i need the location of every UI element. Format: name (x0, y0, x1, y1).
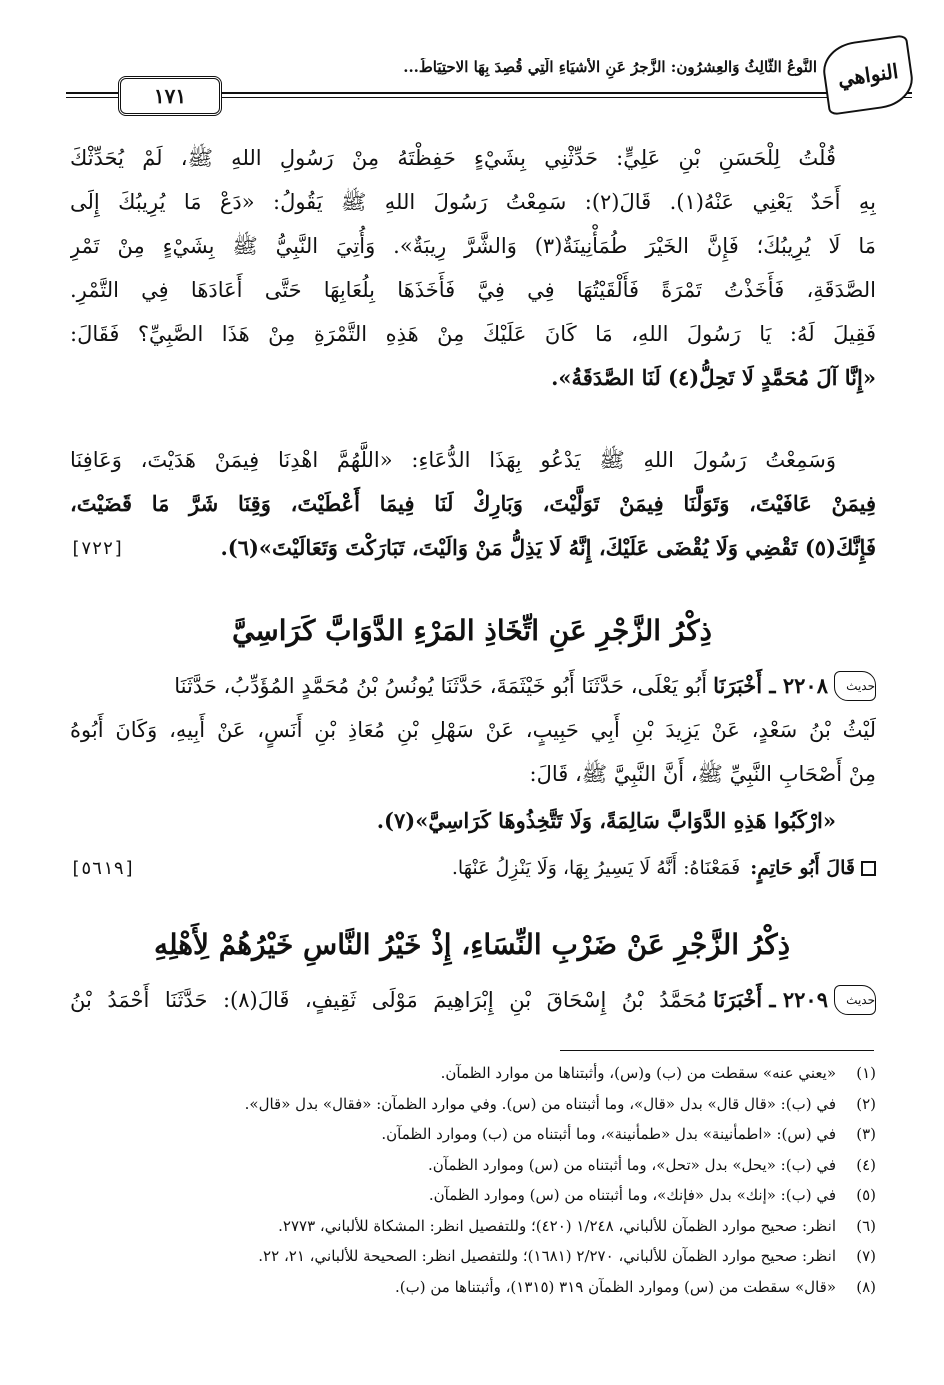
note-text: فَمَعْنَاهُ: أَنَّهُ لَا يَسِيرُ بِهَا، وَلَا يَنْزِلُ عَنْهَا. (451, 857, 741, 879)
page-number: ١٧١ (118, 76, 222, 116)
paragraph-line: فِيمَنْ عَافَيْتَ، وَتَوَلَّنَا فِيمَنْ تَوَلَّيْتَ، وَبَارِكْ لَنَا فِيمَا أَعْطَيْتَ، وَقِنَا شَرَّ مَا قَضَيْتَ، (70, 491, 876, 516)
footnote (70, 1272, 876, 1303)
note-label: قَالَ أَبُو حَاتِمٍ: (750, 857, 855, 879)
hadith-line: لَيْثُ بْنُ سَعْدٍ، عَنْ يَزِيدَ بْنِ أَبِي حَبِيبٍ، عَنْ سَهْلِ بْنِ مُعَاذِ بْنِ أَنَسٍ، عَنْ أَبِيهِ، وَكَانَ أَبُوهُ (70, 718, 876, 742)
hadith-line: مِنْ أَصْحَابِ النَّبِيِّ ﷺ، أَنَّ النَّبِيَّ ﷺ، قَالَ: (529, 762, 876, 786)
footnote-number: (٦) (856, 1216, 876, 1235)
footnote-text: «قال» سقطت من (س) وموارد الظمآن ٣١٩ (١٣١٥)، وأثبتناها من (ب). (395, 1277, 836, 1296)
footnote-number: (٨) (856, 1277, 876, 1296)
hadith-first-line (70, 978, 876, 1022)
footnote (70, 1241, 876, 1272)
footnote-text: انظر: صحيح موارد الظمآن للألباني، ٢/٢٧٠ (١٦٨١)؛ وللتفصيل انظر: الصحيحة للألباني، ٢١، ٢٢. (258, 1247, 836, 1265)
footnote-number: (٤) (856, 1155, 876, 1174)
footnote-text: «يعني عنه» سقطت من (ب) و(س)، وأثبتناها من موارد الظمآن. (440, 1064, 836, 1082)
paragraph-line: فَقِيلَ لَهُ: يَا رَسُولَ اللهِ، مَا كَانَ عَلَيْكَ مِنْ هَذِهِ التَّمْرَةِ مِنْ هَذَا الصَّبِيِّ؟ فَقَالَ: (70, 322, 876, 346)
footnote-number: (٣) (856, 1125, 876, 1143)
footnote-text: في (س): «اطمأنينة» بدل «طمأنينة»، وما أثبتناه من (ب) وموارد الظمآن. (381, 1125, 836, 1143)
footnote (70, 1119, 876, 1150)
paragraph-line: بِهِ أَحَدٌ يَعْنِي عَنْهُ(١). قَالَ(٢): سَمِعْتُ رَسُولَ اللهِ ﷺ يَقُولُ: «دَعْ مَا يُرِيبُكَ إِلَى (70, 190, 876, 214)
hadith-icon: حديث (834, 985, 876, 1015)
paragraph-line: مَا لَا يُرِيبُكَ؛ فَإِنَّ الخَيْرَ طُمَأْنِينَةٌ(٣) وَالشَّرَّ رِيبَةٌ». وَأُتِيَ النَّبِيُّ ﷺ بِشَيْءٍ مِنْ تَمْرِ (70, 234, 876, 258)
paragraph-line: قُلْتُ لِلْحَسَنِ بْنِ عَلِيٍّ: حَدِّثْنِي بِشَيْءٍ حَفِظْتَهُ مِنْ رَسُولِ اللهِ ﷺ، لَمْ يُحَدِّثْكَ (70, 146, 836, 170)
section-heading: ذِكْرُ الزَّجْرِ عَنْ ضَرْبِ النِّسَاءِ، إِذْ خَيْرُ النَّاسِ خَيْرُهُمْ لِأَهْلِهِ (153, 928, 791, 961)
paragraph-line: وَسَمِعْتُ رَسُولَ اللهِ ﷺ يَدْعُو بِهَذَا الدُّعَاءِ: «اللَّهُمَّ اهْدِنَا فِيمَنْ هَدَيْتَ، وَعَافِنَا (70, 448, 836, 472)
hadith-line: مُحَمَّدُ بْنُ إِسْحَاقَ بْنِ إِبْرَاهِيمَ مَوْلَى ثَقِيفٍ، قَالَ(٨): حَدَّثَنَا أَحْمَدُ بْنُ (70, 988, 708, 1012)
footnote-number: (٥) (856, 1186, 876, 1204)
footnote (70, 1180, 876, 1211)
footnote-text: في (ب): «قال قال» بدل «قال»، وما أثبتناه من (س). وفي موارد الظمآن: «فقال» بدل «قال». (244, 1094, 836, 1113)
chapter-badge: النواهي (820, 34, 917, 116)
hadith-first-line (70, 664, 876, 708)
paragraph-line: الصَّدَقَةِ، فَأَخَذْتُ تَمْرَةً فَأَلْقَيْتُهَا فِي فِيَّ فَأَخَذَهَا بِلُعَابِهَا حَتَّى أَعَادَهَا فِي التَّمْرِ. (70, 278, 876, 302)
footnote-number: (٧) (856, 1247, 876, 1265)
page-header (66, 40, 912, 110)
hadith-2209 (70, 978, 876, 1022)
footnote-number: (١) (856, 1064, 876, 1082)
paragraph-1 (70, 136, 876, 400)
paragraph-2 (70, 438, 876, 570)
reference-number: [٥٦١٩] (70, 857, 136, 879)
footnotes (70, 1058, 876, 1302)
footnote-text: في (ب): «يحل» بدل «تحل»، وما أثبتناه من (س) وموارد الظمآن. (427, 1155, 836, 1174)
paragraph-last-row (70, 526, 876, 570)
running-title: النَّوعُ الثَّالِثُ وَالعِشرُون: الزَّجرُ عَنِ الأَشيَاءِ الَّتِي قُصِدَ بِهَا الاحتِيَاطُ... (403, 58, 817, 76)
hadith-number: ٢٢٠٨ ـ أَخْبَرَنَا (713, 673, 828, 698)
footnote (70, 1058, 876, 1089)
paragraph-line: «إِنَّا آلَ مُحَمَّدٍ لَا تَحِلُّ(٤) لَنَا الصَّدَقَةُ». (551, 365, 876, 390)
footnote-number: (٢) (856, 1094, 876, 1113)
footnote (70, 1150, 876, 1181)
section-heading: ذِكْرُ الزَّجْرِ عَنِ اتِّخَاذِ المَرْءِ الدَّوَابَّ كَرَاسِيَّ (231, 614, 713, 647)
hadith-line: أَبُو يَعْلَى، حَدَّثَنَا أَبُو خَيْثَمَةَ، حَدَّثَنَا يُونُسُ بْنُ مُحَمَّدٍ المُؤَدِّبُ، حَدَّثَنَا (174, 674, 708, 698)
footnote (70, 1089, 876, 1120)
hadith-icon: حديث (834, 671, 876, 701)
hadith-quote: «ارْكَبُوا هَذِهِ الدَّوَابَّ سَالِمَةً، وَلَا تَتَّخِذُوهَا كَرَاسِيَّ»(٧). (376, 808, 836, 833)
footnote-text: انظر: صحيح موارد الظمآن للألباني، ١/٢٤٨ (٤٢٠)؛ وللتفصيل انظر: المشكاة للألباني، ٢٧٧٣. (278, 1216, 836, 1235)
hadith-2208 (70, 664, 876, 890)
reference-number: [٧٢٢] (70, 537, 125, 559)
hadith-number: ٢٢٠٩ ـ أَخْبَرَنَا (713, 987, 828, 1012)
scholar-note (70, 846, 876, 890)
footnote-text: في (ب): «إنك» بدل «فإنك»، وما أثبتناه من (س) وموارد الظمآن. (428, 1186, 836, 1204)
paragraph-line: فَإِنَّكَ(٥) تَقْضِي وَلَا يُقْضَى عَلَيْكَ، إِنَّهُ لَا يَذِلُّ مَنْ وَالَيْتَ، تَبَارَكْتَ وَتَعَالَيْتَ»(٦). (220, 535, 876, 560)
footnote (70, 1211, 876, 1242)
footnote-separator (560, 1050, 874, 1051)
square-bullet-icon (861, 861, 876, 876)
